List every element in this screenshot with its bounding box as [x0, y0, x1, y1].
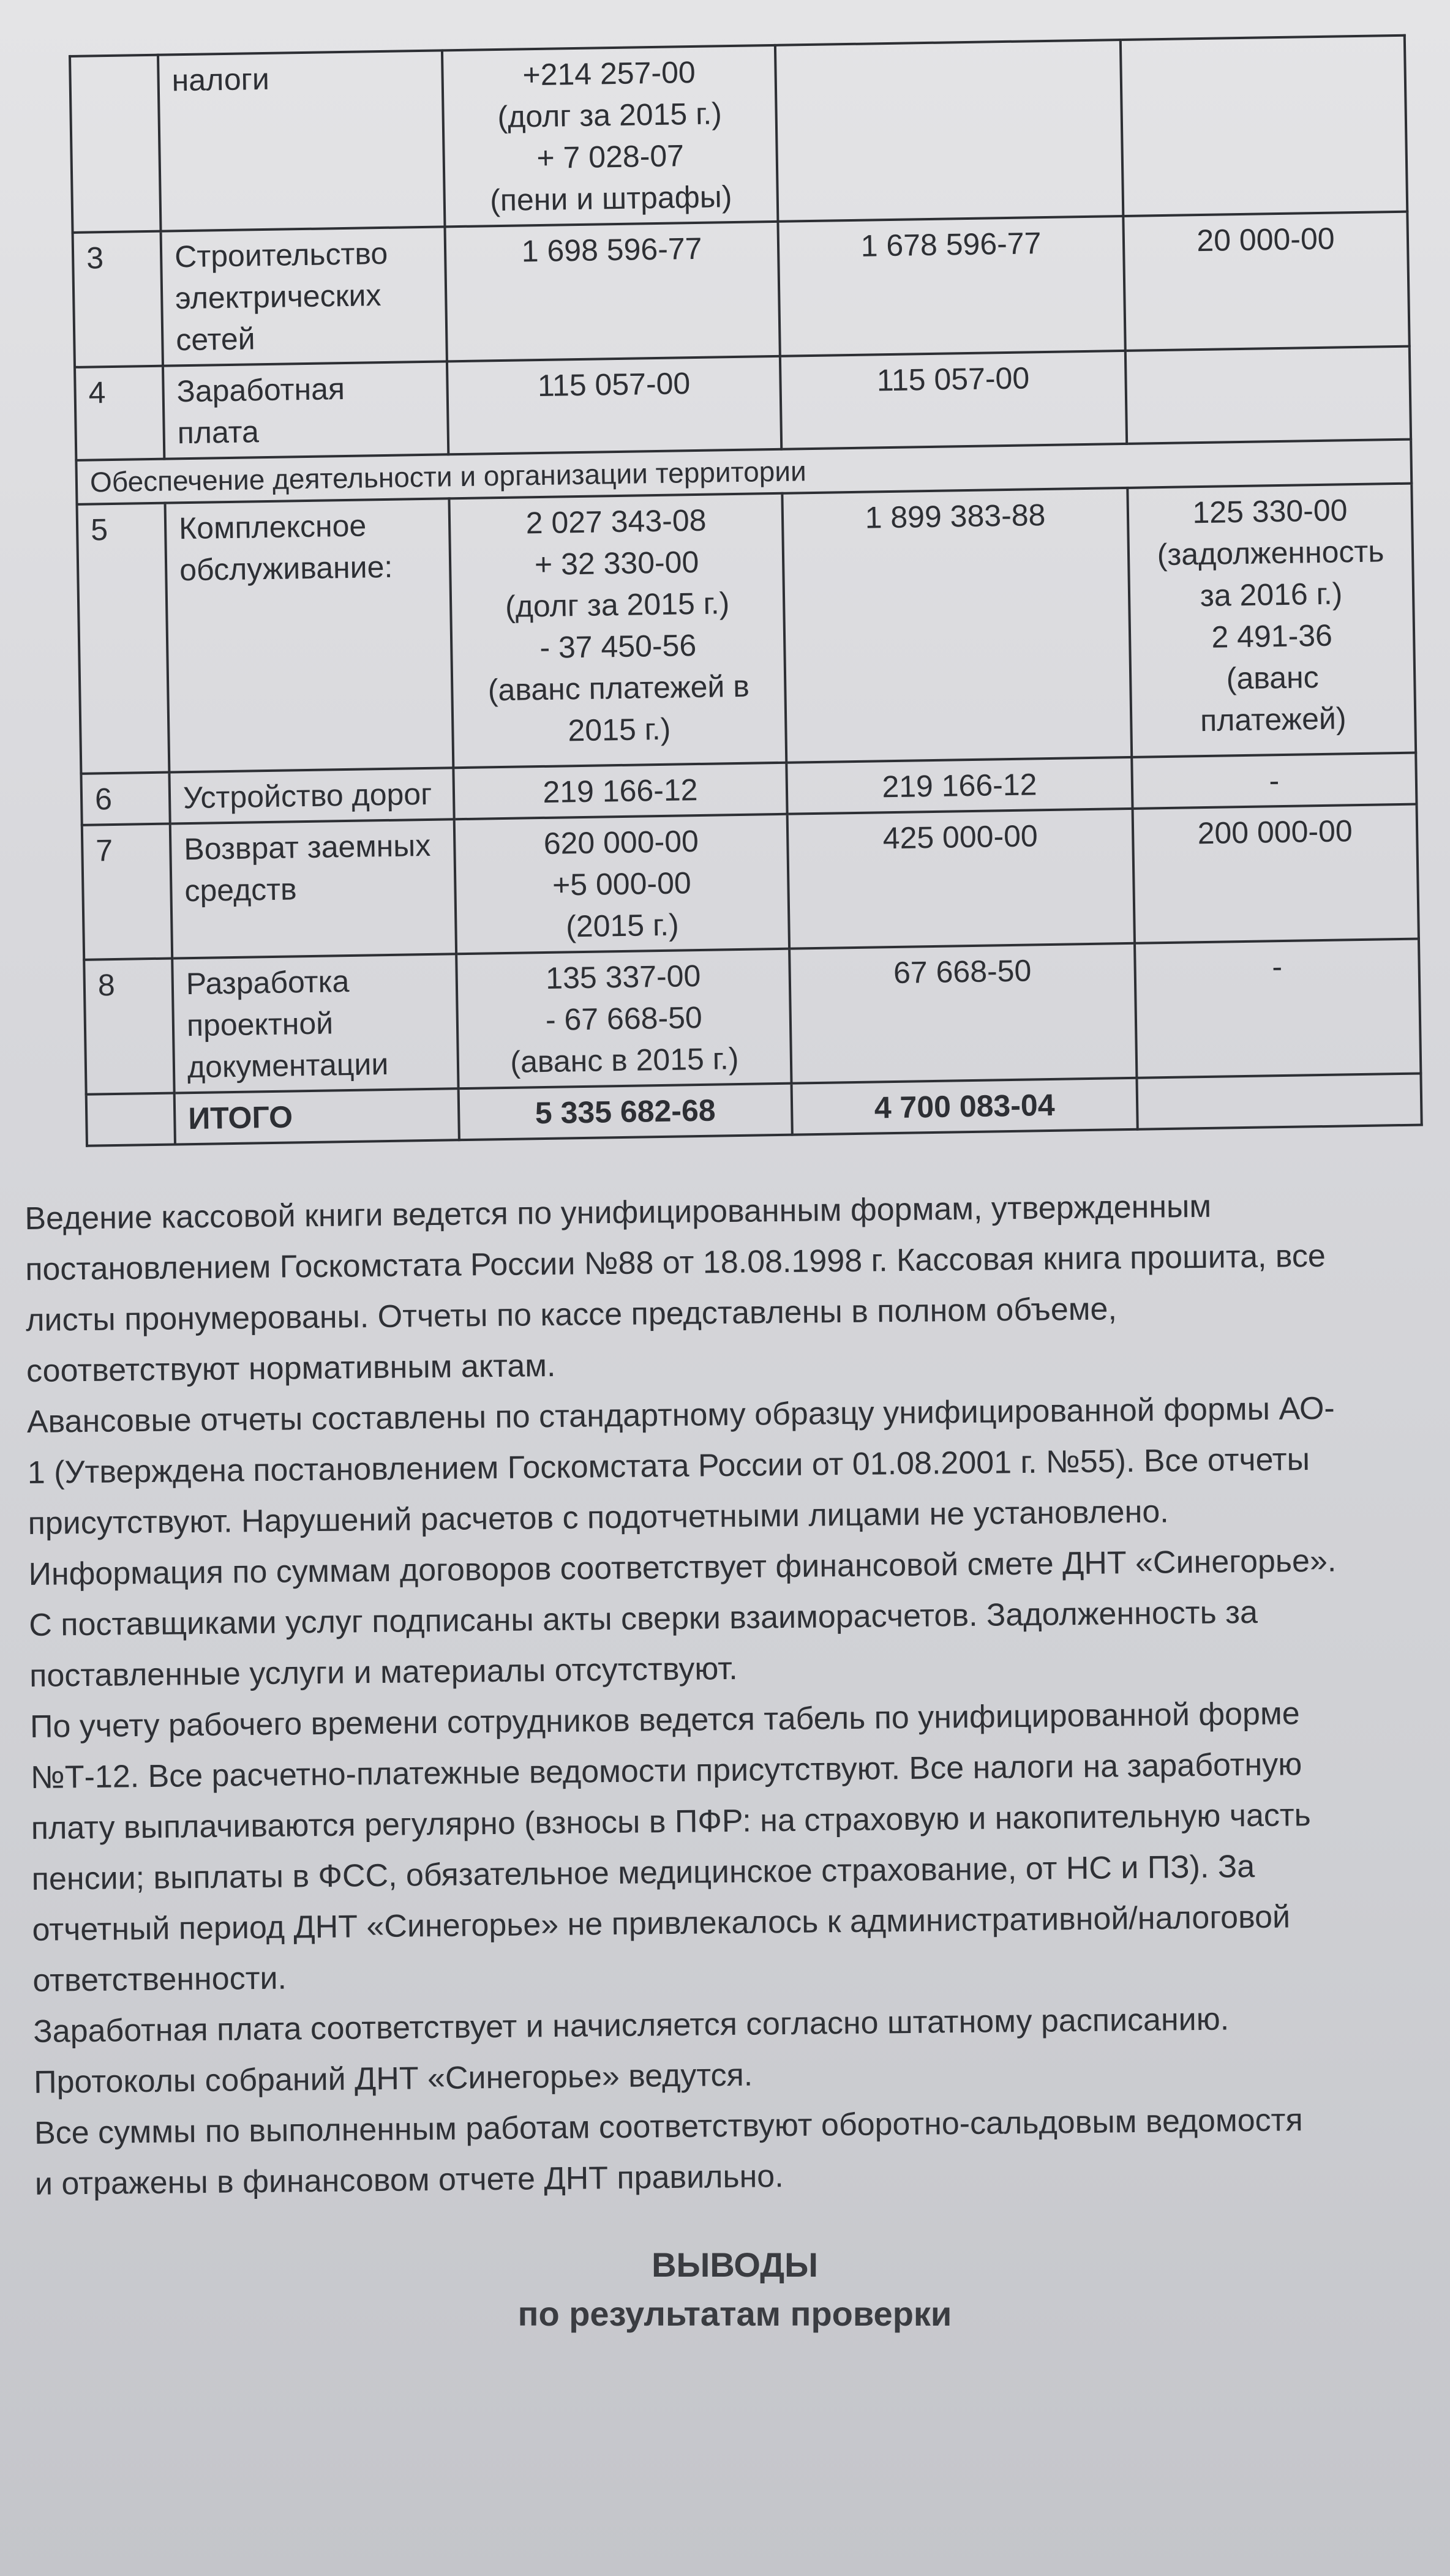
row-number: 4 — [75, 366, 164, 460]
conclusion-heading — [367, 2241, 1102, 2338]
row-col1 — [447, 356, 781, 455]
row-col1 — [445, 222, 779, 362]
cell-line: +214 257-00 — [522, 54, 696, 92]
row-col3 — [1121, 36, 1407, 216]
row-col2 — [780, 351, 1127, 449]
cell-line: 1 678 596-77 — [860, 226, 1042, 263]
row-number: 5 — [77, 503, 170, 774]
row-name: Возврат заемных средств — [170, 819, 456, 958]
cell-line: 2015 г.) — [568, 711, 671, 748]
row-col1 — [454, 814, 789, 954]
row-col1 — [456, 949, 791, 1089]
paragraph-line: присутствуют. Нарушений расчетов с подотчетными лицами не установлено. — [28, 1494, 1169, 1541]
cell-line: - — [1269, 763, 1280, 798]
row-number: 7 — [82, 824, 172, 960]
total-col2: 4 700 083-04 — [792, 1078, 1138, 1135]
cell-line: 200 000-00 — [1197, 814, 1353, 851]
cell-line: +5 000-00 — [552, 866, 692, 902]
cell-line: 1 698 596-77 — [521, 231, 702, 269]
cell-line: (задолженность — [1157, 534, 1384, 572]
conclusion-subtitle: по результатам проверки — [517, 2294, 952, 2333]
row-col1 — [453, 763, 787, 820]
cell-line: (аванс в 2015 г.) — [509, 1041, 739, 1079]
cell-line: 425 000-00 — [882, 818, 1039, 856]
row-col1 — [442, 45, 778, 227]
row-col1 — [449, 493, 786, 768]
paragraph-line: соответствуют нормативным актам. — [26, 1347, 556, 1389]
paragraph-line: пенсии; выплаты в ФСС, обязательное медицинское страхование, от НС и ПЗ). За — [31, 1849, 1255, 1897]
cell-line: 125 330-00 — [1192, 493, 1348, 530]
row-name: Заработная плата — [163, 361, 448, 459]
cell-line: платежей) — [1200, 701, 1347, 738]
budget-table — [69, 34, 1423, 1147]
row-number — [70, 55, 161, 233]
cell-line: + 32 330-00 — [534, 544, 699, 582]
body-text — [24, 1178, 1450, 2209]
cell-line: + 7 028-07 — [536, 138, 685, 176]
row-col3 — [1127, 484, 1416, 757]
cell-line: - 67 668-50 — [545, 1000, 703, 1037]
row-number: 8 — [84, 959, 174, 1095]
paragraph-line: постановлением Госкомстата России №88 от 18.08.1998 г. Кассовая книга прошита, все — [24, 1238, 1326, 1287]
row-name: Разработка проектной документации — [172, 954, 458, 1093]
row-col2 — [775, 40, 1123, 222]
cell-line: 67 668-50 — [893, 953, 1032, 990]
row-col2 — [789, 943, 1136, 1084]
row-number: 3 — [73, 231, 163, 367]
row-col3 — [1135, 939, 1421, 1078]
cell-line: 219 166-12 — [881, 767, 1037, 804]
cell-line: (аванс — [1226, 660, 1320, 696]
paragraph-line: плату выплачиваются регулярно (взносы в ПФР: на страховую и накопительную часть — [31, 1797, 1312, 1846]
paragraph-line: №Т-12. Все расчетно-платежные ведомости присутствуют. Все налоги на заработную — [30, 1747, 1302, 1795]
cell-line: (долг за 2015 г.) — [505, 586, 730, 624]
cell-line: 1 899 383-88 — [865, 498, 1046, 535]
row-name: Комплексное обслуживание: — [165, 498, 454, 772]
table-row — [77, 484, 1416, 774]
cell-line: за 2016 г.) — [1200, 576, 1343, 613]
budget-table-body — [70, 36, 1422, 1146]
cell-line: 2 027 343-08 — [525, 503, 707, 541]
row-col2 — [782, 488, 1132, 763]
paragraph-line: Заработная плата соответствует и начисляется согласно штатному расписанию. — [33, 2001, 1230, 2050]
paragraph-line: С поставщиками услуг подписаны акты сверки взаиморасчетов. Задолженность за — [29, 1594, 1258, 1643]
cell-line: 2 491-36 — [1211, 618, 1333, 654]
row-col2 — [786, 757, 1132, 814]
budget-table-wrapper — [69, 34, 1450, 1157]
cell-line: (2015 г.) — [565, 907, 680, 944]
row-name: Устройство дорог — [169, 768, 454, 823]
cell-line: - — [1271, 949, 1283, 984]
conclusion-title: ВЫВОДЫ — [652, 2245, 818, 2284]
row-col2 — [787, 809, 1135, 949]
table-row — [82, 804, 1419, 960]
total-col3 — [1136, 1074, 1421, 1129]
cell-line: (аванс платежей в — [487, 668, 750, 708]
row-name: налоги — [158, 50, 445, 231]
cell-line: 20 000-00 — [1196, 221, 1335, 258]
table-row — [70, 36, 1407, 233]
paragraph-line: Информация по суммам договоров соответствует финансовой смете ДНТ «Синегорье». — [28, 1543, 1337, 1592]
paragraph-line: отчетный период ДНТ «Синегорье» не привлекалось к административной/налоговой — [32, 1899, 1291, 1948]
paragraph-line: ответственности. — [32, 1960, 287, 1999]
paragraph-line: 1 (Утверждена постановлением Госкомстата России от 01.08.2001 г. №55). Все отчеты — [27, 1442, 1310, 1491]
cell-line: 115 057-00 — [537, 366, 691, 403]
cell-line: (пени и штрафы) — [489, 179, 732, 218]
paragraph-line: Все суммы по выполненным работам соответствуют оборотно-сальдовым ведомостя — [34, 2102, 1303, 2151]
paragraph-line: По учету рабочего времени сотрудников ведется табель по унифицированной форме — [29, 1696, 1300, 1745]
total-col1: 5 335 682-68 — [459, 1084, 792, 1140]
cell-line: 620 000-00 — [543, 824, 699, 861]
total-label: ИТОГО — [175, 1088, 459, 1144]
paragraph-line: Авансовые отчеты составлены по стандартному образцу унифицированной формы АО- — [26, 1390, 1335, 1440]
row-name: Строительство электрических сетей — [161, 227, 447, 365]
row-number — [86, 1093, 175, 1145]
row-col3 — [1123, 212, 1409, 351]
paragraph-line: Ведение кассовой книги ведется по унифицированным формам, утвержденным — [24, 1188, 1212, 1237]
table-row — [73, 212, 1410, 367]
cell-line: - 37 450-56 — [539, 628, 697, 665]
row-col3 — [1133, 804, 1419, 943]
paragraph-line: поставленные услуги и материалы отсутствуют. — [29, 1650, 738, 1694]
cell-line: 115 057-00 — [876, 361, 1030, 398]
paragraph-line: Протоколы собраний ДНТ «Синегорье» ведутся. — [33, 2057, 753, 2100]
row-col3 — [1125, 346, 1411, 444]
cell-line: 135 337-00 — [545, 958, 701, 995]
row-col2 — [778, 216, 1125, 356]
table-row — [84, 939, 1421, 1095]
row-number: 6 — [81, 773, 170, 825]
paragraph-line: и отражены в финансовом отчете ДНТ правильно. — [34, 2159, 784, 2202]
cell-line: 219 166-12 — [543, 773, 698, 809]
row-col3 — [1132, 753, 1416, 809]
section-title: Обеспечение деятельности и организации территории — [76, 440, 1411, 504]
cell-line: (долг за 2015 г.) — [497, 96, 723, 135]
paragraph-line: листы пронумерованы. Отчеты по кассе представлены в полном объеме, — [25, 1291, 1118, 1338]
